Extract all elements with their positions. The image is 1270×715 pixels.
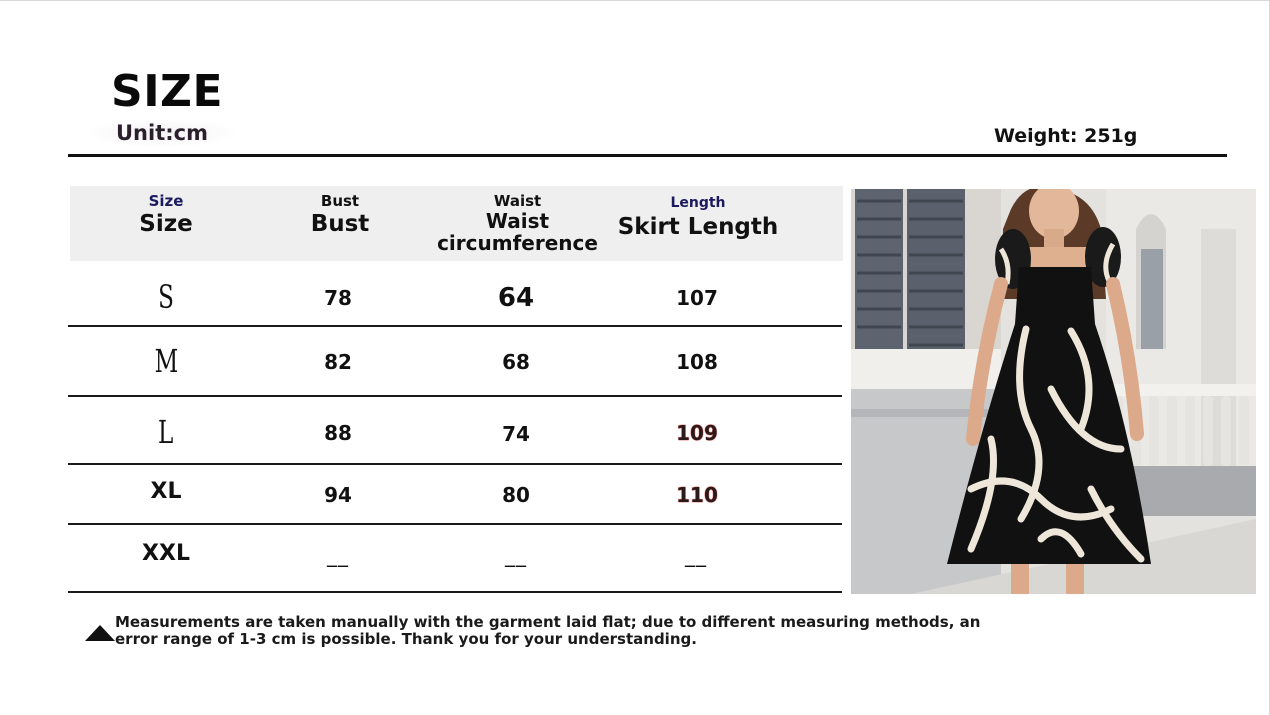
header-divider	[68, 154, 1227, 157]
row-divider	[68, 523, 842, 525]
table-row-l-size	[126, 413, 206, 451]
table-row-xl-waist: 80	[502, 483, 530, 507]
table-row-m-length: 108	[676, 350, 718, 374]
column-header-length	[612, 186, 784, 261]
row-divider	[68, 395, 842, 397]
column-header-size-label: Size	[139, 211, 193, 237]
column-header-size	[96, 186, 236, 261]
column-header-length-label: Skirt Length	[617, 214, 779, 240]
row-divider	[68, 591, 842, 593]
table-row-xl-length: 110	[676, 483, 718, 507]
weight-label: Weight: 251g	[994, 125, 1138, 147]
table-row-xxl-waist: __	[505, 543, 527, 567]
column-header-bust-label: Bust	[310, 211, 370, 237]
page-title: SIZE	[111, 66, 224, 117]
column-header-bust	[270, 186, 410, 261]
table-row-xxl-length: __	[685, 543, 707, 567]
table-row-s-bust: 78	[324, 286, 352, 310]
table-row-s-waist: 64	[497, 283, 535, 313]
row-divider	[68, 325, 842, 327]
triangle-up-icon	[85, 625, 115, 641]
column-header-length-small: Length	[670, 195, 726, 211]
table-row-s-size	[126, 278, 206, 316]
dress-model-illustration	[851, 189, 1256, 594]
column-header-size-small: Size	[148, 192, 184, 210]
table-row-xl-size: XL	[150, 479, 182, 504]
table-row-m-size	[126, 342, 206, 380]
row-divider	[68, 463, 842, 465]
size-l-label: L	[158, 413, 174, 451]
table-row-s-length: 107	[676, 286, 718, 310]
size-m-label: M	[154, 342, 178, 380]
table-row-l-bust: 88	[324, 421, 352, 445]
table-row-xxl-bust: __	[327, 543, 349, 567]
table-row-l-length: 109	[676, 421, 718, 445]
table-row-m-bust: 82	[324, 350, 352, 374]
column-header-waist-small: Waist	[493, 192, 542, 210]
table-row-l-waist: 74	[502, 422, 530, 446]
table-row-xl-bust: 94	[324, 483, 352, 507]
unit-label: Unit:cm	[90, 119, 234, 147]
measurement-note: Measurements are taken manually with the garment laid flat; due to different measuring methods, an error range of 1-3 cm is possible. Thank you for your understanding.	[115, 613, 981, 648]
product-photo	[851, 189, 1256, 594]
column-header-waist	[430, 186, 605, 261]
table-row-m-waist: 68	[502, 350, 530, 374]
column-header-waist-label: Waist circumference	[437, 209, 598, 255]
table-row-xxl-size: XXL	[142, 541, 190, 566]
size-s-label: S	[158, 278, 174, 316]
column-header-bust-small: Bust	[320, 192, 360, 210]
